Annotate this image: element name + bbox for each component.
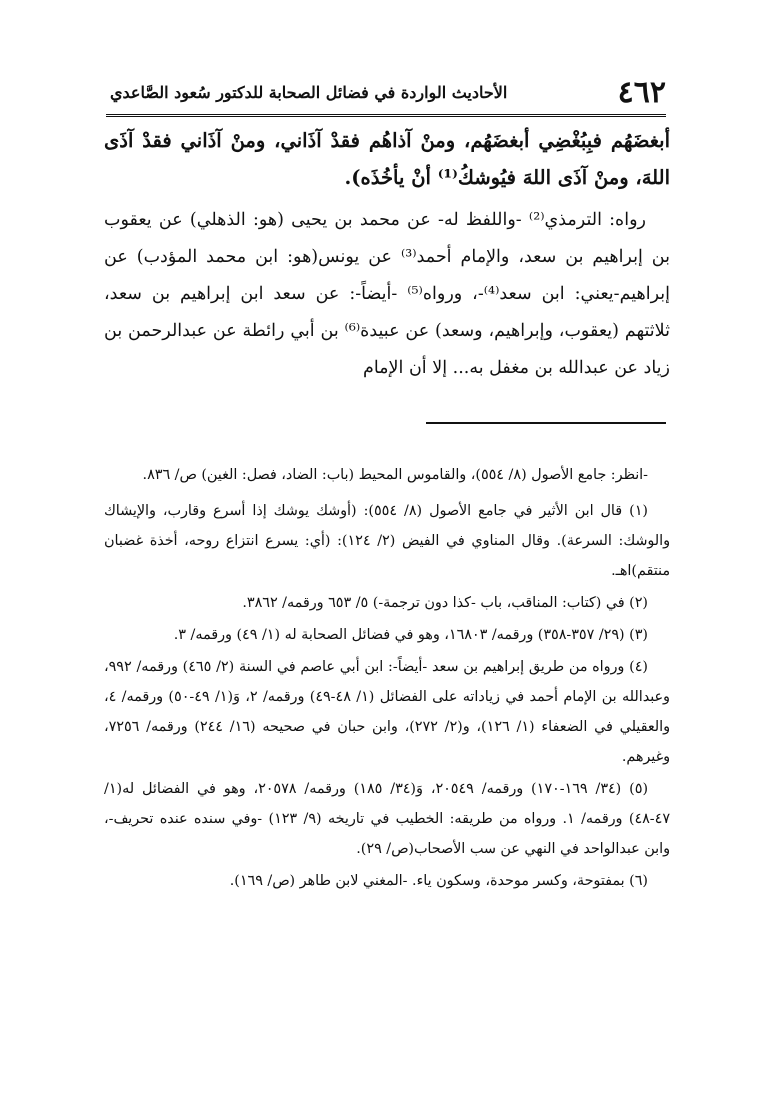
- hadith-text: أبغضَهُم فبِبُغْضِي أبغضَهُم، ومنْ آذاهُم فقدْ آذَاني، ومنْ آذَاني فقدْ آذَى اللهَ، ومنْ آذَى اللهَ فيُوشكُ⁽¹⁾ أنْ يأخُذَه).: [104, 129, 670, 189]
- footnote-sources: -انظر: جامع الأصول (٨/ ٥٥٤)، والقاموس المحيط (باب: الضاد، فصل: الغين) ص/ ٨٣٦.: [142, 467, 648, 483]
- footnote-3: (٣) (٢٩/ ٣٥٧-٣٥٨) ورقمه/ ١٦٨٠٣، وهو في فضائل الصحابة له (١/ ٤٩) ورقمه/ ٣.: [173, 627, 648, 643]
- footnote-5: (٥) (٣٤/ ١٦٩-١٧٠) ورقمه/ ٢٠٥٤٩، وَ(٣٤/ ١٨٥) ورقمه/ ٢٠٥٧٨، وهو في الفضائل له(١/ ٤٧-٤٨) ورقمه/ ١. ورواه من طريقه: الخطيب في تاريخه (٩/ ١٢٣) -وفي سنده عنده تحريف-، وابن عبدالواحد في النهي عن سب الأصحاب(ص/ ٢٩).: [104, 781, 670, 857]
- main-text: [104, 122, 670, 387]
- header-divider: [106, 114, 666, 117]
- footnote-divider: [426, 422, 666, 424]
- narration-paragraph: رواه: الترمذي⁽²⁾ -واللفظ له- عن محمد بن يحيى (هو: الذهلي) عن يعقوب بن إبراهيم بن سعد، والإمام أحمد⁽³⁾ عن يونس(هو: ابن محمد المؤدب) عن إبراهيم-يعني: ابن سعد⁽⁴⁾-، ورواه⁽⁵⁾ -أيضاً-: عن سعد ابن إبراهيم بن سعد، ثلاثتهم (يعقوب، وإبراهيم، وسعد) عن عبيدة⁽⁶⁾ بن أبي رائطة عن عبدالرحمن بن زياد عن عبدالله بن مغفل به... إلا أن الإمام: [104, 210, 670, 378]
- footnote-1: (١) قال ابن الأثير في جامع الأصول (٨/ ٥٥٤): (أوشك يوشك إذا أسرع وقارب، والإيشاك والوشك: السرعة). وقال المناوي في الفيض (٢/ ١٢٤): (أي: يسرع انتزاع روحه، أخذة غضبان منتقم)اهـ.: [104, 503, 670, 579]
- running-title: الأحاديث الواردة في فضائل الصحابة للدكتور سُعود الصَّاعدي: [110, 83, 508, 102]
- footnotes: [104, 460, 670, 898]
- page-number: ٤٦٢: [617, 75, 666, 110]
- footnote-2: (٢) في (كتاب: المناقب، باب -كذا دون ترجمة-) ٥/ ٦٥٣ ورقمه/ ٣٨٦٢.: [242, 595, 648, 611]
- footnote-6: (٦) بمفتوحة، وكسر موحدة، وسكون ياء. -المغني لابن طاهر (ص/ ١٦٩).: [229, 873, 648, 889]
- footnote-4: (٤) ورواه من طريق إبراهيم بن سعد -أيضاً-: ابن أبي عاصم في السنة (٢/ ٤٦٥) ورقمه/ ٩٩٢، وعبدالله بن الإمام أحمد في زياداته على الفضائل (١/ ٤٨-٤٩) ورقمه/ ٢، وَ(١/ ٤٩-٥٠) ورقمه/ ٤، والعقيلي في الضعفاء (١/ ١٢٦)، و(٢/ ٢٧٢)، وابن حبان في صحيحه (١٦/ ٢٤٤) ورقمه/ ٧٢٥٦، وغيرهم.: [104, 659, 670, 765]
- page-header: [106, 76, 666, 116]
